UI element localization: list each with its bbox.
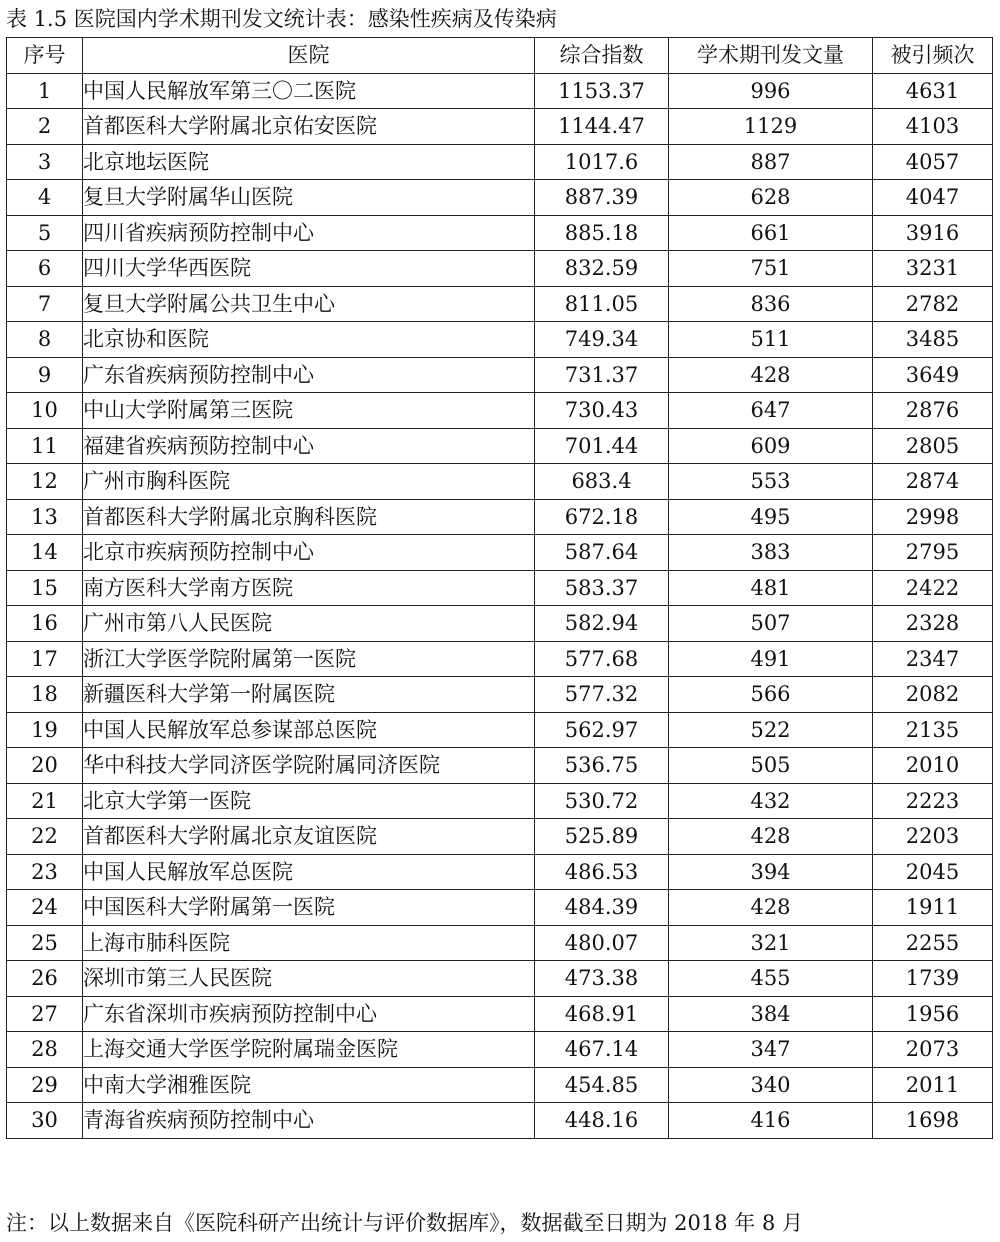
table-row [7,996,993,1032]
hospital-name-cell: 华中科技大学同济医学院附属同济医院 [83,748,535,784]
table-row [7,109,993,145]
composite-index-cell: 672.18 [535,499,669,535]
citation-count-cell: 2011 [873,1067,993,1103]
rank-cell: 2 [7,109,83,145]
rank-cell: 28 [7,1032,83,1068]
rank-cell: 1 [7,73,83,109]
rank-cell: 29 [7,1067,83,1103]
citation-count-cell: 4631 [873,73,993,109]
table-row [7,819,993,855]
rank-cell: 5 [7,215,83,251]
publication-count-cell: 321 [669,925,873,961]
table-row [7,641,993,677]
composite-index-cell: 730.43 [535,393,669,429]
publication-count-cell: 553 [669,464,873,500]
table-row [7,1032,993,1068]
citation-count-cell: 2045 [873,854,993,890]
citation-count-cell: 3231 [873,251,993,287]
publication-count-cell: 428 [669,819,873,855]
table-row [7,499,993,535]
hospital-name-cell: 广东省疾病预防控制中心 [83,357,535,393]
hospital-name-cell: 中国人民解放军总参谋部总医院 [83,712,535,748]
hospital-name-cell: 四川省疾病预防控制中心 [83,215,535,251]
hospital-name-cell: 广州市胸科医院 [83,464,535,500]
citation-count-cell: 2010 [873,748,993,784]
publication-count-cell: 566 [669,677,873,713]
table-row [7,961,993,997]
citation-count-cell: 1911 [873,890,993,926]
hospital-name-cell: 青海省疾病预防控制中心 [83,1103,535,1139]
citation-count-cell: 1739 [873,961,993,997]
table-row [7,854,993,890]
citation-count-cell: 2255 [873,925,993,961]
table-row [7,464,993,500]
composite-index-cell: 486.53 [535,854,669,890]
citation-count-cell: 3916 [873,215,993,251]
citation-count-cell: 3649 [873,357,993,393]
publication-count-cell: 505 [669,748,873,784]
publication-count-cell: 647 [669,393,873,429]
rank-cell: 4 [7,180,83,216]
composite-index-cell: 1017.6 [535,144,669,180]
table-row [7,606,993,642]
publication-count-cell: 340 [669,1067,873,1103]
composite-index-cell: 530.72 [535,783,669,819]
hospital-name-cell: 南方医科大学南方医院 [83,570,535,606]
rank-cell: 18 [7,677,83,713]
citation-count-cell: 2203 [873,819,993,855]
table-row [7,748,993,784]
rank-cell: 3 [7,144,83,180]
composite-index-cell: 473.38 [535,961,669,997]
publication-count-cell: 428 [669,890,873,926]
publication-count-cell: 836 [669,286,873,322]
composite-index-cell: 1153.37 [535,73,669,109]
composite-index-cell: 832.59 [535,251,669,287]
composite-index-cell: 525.89 [535,819,669,855]
table-row [7,286,993,322]
citation-count-cell: 2874 [873,464,993,500]
publication-count-cell: 522 [669,712,873,748]
rank-cell: 12 [7,464,83,500]
table-row [7,1067,993,1103]
table-row [7,322,993,358]
hospital-name-cell: 上海市肺科医院 [83,925,535,961]
hospital-name-cell: 深圳市第三人民医院 [83,961,535,997]
table-row [7,251,993,287]
composite-index-cell: 484.39 [535,890,669,926]
publication-count-cell: 628 [669,180,873,216]
composite-index-cell: 480.07 [535,925,669,961]
rank-cell: 13 [7,499,83,535]
hospital-name-cell: 首都医科大学附属北京友谊医院 [83,819,535,855]
citation-count-cell: 2805 [873,428,993,464]
rank-cell: 8 [7,322,83,358]
publication-count-cell: 511 [669,322,873,358]
table-row [7,357,993,393]
publication-count-cell: 428 [669,357,873,393]
citation-count-cell: 4057 [873,144,993,180]
hospital-name-cell: 福建省疾病预防控制中心 [83,428,535,464]
hospital-name-cell: 中国人民解放军第三〇二医院 [83,73,535,109]
composite-index-cell: 468.91 [535,996,669,1032]
publication-count-cell: 455 [669,961,873,997]
table-row [7,144,993,180]
table-row [7,215,993,251]
composite-index-cell: 587.64 [535,535,669,571]
rank-cell: 6 [7,251,83,287]
rank-cell: 24 [7,890,83,926]
publication-count-cell: 887 [669,144,873,180]
composite-index-cell: 1144.47 [535,109,669,145]
publication-count-cell: 996 [669,73,873,109]
citation-count-cell: 2782 [873,286,993,322]
publication-count-cell: 609 [669,428,873,464]
table-caption: 表 1.5 医院国内学术期刊发文统计表：感染性疾病及传染病 [6,7,557,31]
composite-index-cell: 731.37 [535,357,669,393]
header-publications: 学术期刊发文量 [669,38,873,74]
citation-count-cell: 4047 [873,180,993,216]
composite-index-cell: 577.68 [535,641,669,677]
table-row [7,783,993,819]
rank-cell: 25 [7,925,83,961]
table-row [7,677,993,713]
rank-cell: 21 [7,783,83,819]
composite-index-cell: 467.14 [535,1032,669,1068]
header-row [7,38,993,74]
table-row [7,925,993,961]
table-row [7,73,993,109]
header-hospital: 医院 [83,38,535,74]
citation-count-cell: 2347 [873,641,993,677]
rank-cell: 17 [7,641,83,677]
composite-index-cell: 811.05 [535,286,669,322]
composite-index-cell: 448.16 [535,1103,669,1139]
rank-cell: 7 [7,286,83,322]
rank-cell: 26 [7,961,83,997]
header-citations: 被引频次 [873,38,993,74]
composite-index-cell: 577.32 [535,677,669,713]
citation-count-cell: 2223 [873,783,993,819]
hospital-name-cell: 四川大学华西医院 [83,251,535,287]
composite-index-cell: 683.4 [535,464,669,500]
rank-cell: 27 [7,996,83,1032]
hospital-name-cell: 首都医科大学附属北京胸科医院 [83,499,535,535]
citation-count-cell: 1698 [873,1103,993,1139]
citation-count-cell: 2135 [873,712,993,748]
publication-count-cell: 1129 [669,109,873,145]
composite-index-cell: 562.97 [535,712,669,748]
table-row [7,393,993,429]
hospital-name-cell: 上海交通大学医学院附属瑞金医院 [83,1032,535,1068]
hospital-name-cell: 广州市第八人民医院 [83,606,535,642]
composite-index-cell: 582.94 [535,606,669,642]
composite-index-cell: 454.85 [535,1067,669,1103]
header-rank: 序号 [7,38,83,74]
composite-index-cell: 583.37 [535,570,669,606]
publication-count-cell: 495 [669,499,873,535]
rank-cell: 9 [7,357,83,393]
citation-count-cell: 1956 [873,996,993,1032]
rank-cell: 16 [7,606,83,642]
table-row [7,535,993,571]
hospital-name-cell: 北京协和医院 [83,322,535,358]
rank-cell: 15 [7,570,83,606]
publication-count-cell: 751 [669,251,873,287]
citation-count-cell: 2795 [873,535,993,571]
hospital-name-cell: 中山大学附属第三医院 [83,393,535,429]
table-row [7,428,993,464]
citation-count-cell: 2876 [873,393,993,429]
rank-cell: 20 [7,748,83,784]
hospital-name-cell: 浙江大学医学院附属第一医院 [83,641,535,677]
composite-index-cell: 885.18 [535,215,669,251]
publication-count-cell: 432 [669,783,873,819]
rank-cell: 11 [7,428,83,464]
publication-count-cell: 383 [669,535,873,571]
publication-count-cell: 661 [669,215,873,251]
hospital-name-cell: 中南大学湘雅医院 [83,1067,535,1103]
citation-count-cell: 2073 [873,1032,993,1068]
composite-index-cell: 701.44 [535,428,669,464]
table-body [7,73,993,1138]
publication-count-cell: 347 [669,1032,873,1068]
table-row [7,570,993,606]
table-row [7,712,993,748]
citation-count-cell: 3485 [873,322,993,358]
rank-cell: 23 [7,854,83,890]
header-composite-index: 综合指数 [535,38,669,74]
hospital-name-cell: 复旦大学附属华山医院 [83,180,535,216]
hospital-name-cell: 中国人民解放军总医院 [83,854,535,890]
hospital-statistics-table [6,37,993,1139]
publication-count-cell: 507 [669,606,873,642]
rank-cell: 14 [7,535,83,571]
hospital-name-cell: 北京市疾病预防控制中心 [83,535,535,571]
publication-count-cell: 491 [669,641,873,677]
citation-count-cell: 4103 [873,109,993,145]
table-row [7,1103,993,1139]
hospital-name-cell: 首都医科大学附属北京佑安医院 [83,109,535,145]
rank-cell: 22 [7,819,83,855]
composite-index-cell: 536.75 [535,748,669,784]
rank-cell: 19 [7,712,83,748]
citation-count-cell: 2998 [873,499,993,535]
publication-count-cell: 394 [669,854,873,890]
hospital-name-cell: 北京大学第一医院 [83,783,535,819]
table-row [7,890,993,926]
citation-count-cell: 2082 [873,677,993,713]
citation-count-cell: 2422 [873,570,993,606]
table-row [7,180,993,216]
rank-cell: 10 [7,393,83,429]
composite-index-cell: 887.39 [535,180,669,216]
hospital-name-cell: 广东省深圳市疾病预防控制中心 [83,996,535,1032]
publication-count-cell: 481 [669,570,873,606]
rank-cell: 30 [7,1103,83,1139]
table-header [7,38,993,74]
hospital-name-cell: 中国医科大学附属第一医院 [83,890,535,926]
hospital-name-cell: 复旦大学附属公共卫生中心 [83,286,535,322]
hospital-name-cell: 新疆医科大学第一附属医院 [83,677,535,713]
publication-count-cell: 384 [669,996,873,1032]
hospital-name-cell: 北京地坛医院 [83,144,535,180]
table-footnote: 注：以上数据来自《医院科研产出统计与评价数据库》，数据截至日期为 2018 年 8 月 [6,1211,804,1235]
citation-count-cell: 2328 [873,606,993,642]
composite-index-cell: 749.34 [535,322,669,358]
publication-count-cell: 416 [669,1103,873,1139]
